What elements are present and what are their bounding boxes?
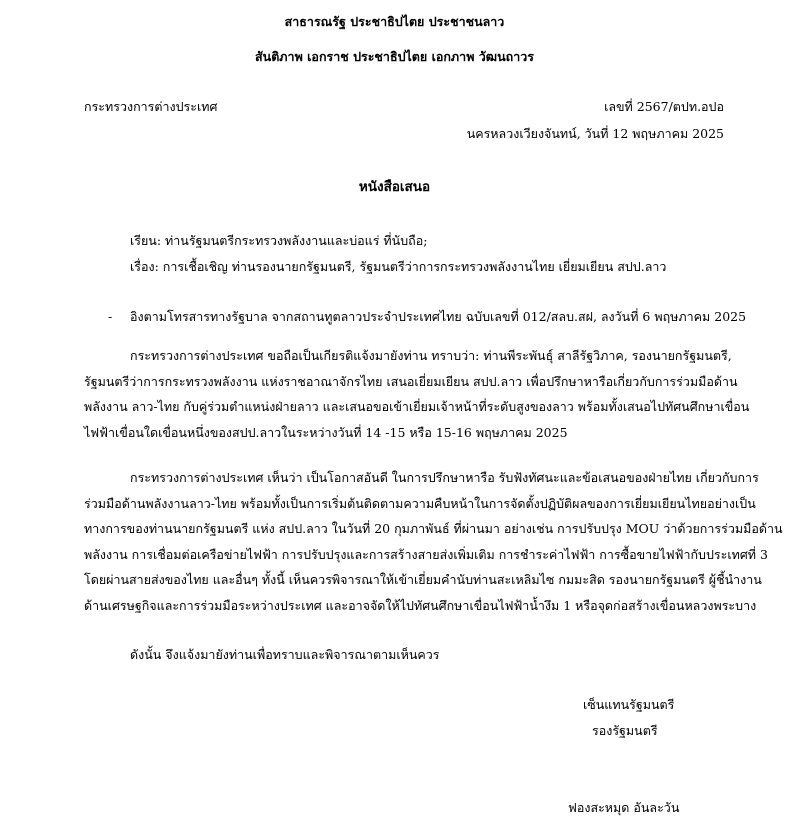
- country-motto: สันติภาพ เอกราช ประชาธิปไตย เอกภาพ วัฒนถาวร: [255, 49, 534, 64]
- signatory-name: ฟองสะหมุด อันละวัน: [568, 800, 680, 815]
- signature-position: รองรัฐมนตรี: [592, 723, 658, 738]
- paragraph-2-line: ร่วมมือด้านพลังงานลาว-ไทย พร้อมทั้งเป็นการเริ่มต้นติดตามความคืบหน้าในการจัดตั้งปฏิบัติผลของการเยี่ยมเยียนไทยอย่างเป็น: [84, 496, 756, 511]
- reference-number: เลขที่ 2567/ตปท.อปอ: [604, 99, 724, 114]
- paragraph-2-line: ด้านเศรษฐกิจและการร่วมมือระหว่างประเทศ และอาจจัดให้ไปทัศนศึกษาเขื่อนไฟฟ้าน้ำงึม 1 หรือจุดก่อสร้างเขื่อนหลวงพระบาง: [84, 598, 757, 613]
- country-title: สาธารณรัฐ ประชาธิปไตย ประชาชนลาว: [284, 14, 505, 29]
- subject-line: เรื่อง: การเชื้อเชิญ ท่านรองนายกรัฐมนตรี, รัฐมนตรีว่าการกระทรวงพลังงานไทย เยี่ยมเยียน สปป.ลาว: [130, 259, 667, 274]
- place-date: นครหลวงเวียงจันทน์, วันที่ 12 พฤษภาคม 2025: [466, 126, 724, 141]
- paragraph-1-line: กระทรวงการต่างประเทศ ขอถือเป็นเกียรติแจ้งมายังท่าน ทราบว่า: ท่านพีระพันธุ์ สาลีรัฐวิภาค, รองนายกรัฐมนตรี,: [130, 348, 732, 363]
- paragraph-2-line: กระทรวงการต่างประเทศ เห็นว่า เป็นโอกาสอันดี ในการปรึกษาหารือ รับฟังทัศนะและข้อเสนอของฝ่ายไทย เกี่ยวกับการ: [130, 470, 759, 485]
- closing-line: ดังนั้น จึงแจ้งมายังท่านเพื่อทราบและพิจารณาตามเห็นควร: [130, 647, 440, 662]
- paragraph-1-line: พลังงาน ลาว-ไทย กับคู่ร่วมตำแหน่งฝ่ายลาว และเสนอขอเข้าเยี่ยมเจ้าหน้าที่ระดับสูงของลาว พร้อมทั้งเสนอไปทัศนศึกษาเขื่อน: [84, 399, 750, 414]
- salutation-line: เรียน: ท่านรัฐมนตรีกระทรวงพลังงานและบ่อแร่ ที่นับถือ;: [130, 233, 428, 248]
- ministry-name: กระทรวงการต่างประเทศ: [84, 99, 218, 114]
- paragraph-2-line: ทางการของท่านนายกรัฐมนตรี แห่ง สปป.ลาว ในวันที่ 20 กุมภาพันธ์ ที่ผ่านมา อย่างเช่น การปรับปรุง MOU ว่าด้วยการร่วมมือด้าน: [84, 521, 783, 536]
- paragraph-2-line: โดยผ่านสายส่งของไทย และอื่นๆ ทั้งนี้ เห็นควรพิจารณาให้เข้าเยี่ยมคำนับท่านสะเหลิมไซ กมมะสิด รองนายกรัฐมนตรี ผู้ชี้นำงาน: [84, 572, 762, 587]
- reference-text: อิงตามโทรสารทางรัฐบาล จากสถานทูตลาวประจำประเทศไทย ฉบับเลขที่ 012/สลบ.สฝ, ลงวันที่ 6 พฤษภาคม 2025: [130, 309, 747, 324]
- reference-bullet: -: [108, 309, 113, 324]
- signature-on-behalf: เซ็นแทนรัฐมนตรี: [583, 697, 675, 712]
- paragraph-1-line: ไฟฟ้าเขื่อนใดเขื่อนหนึ่งของสปป.ลาวในระหว่างวันที่ 14 -15 หรือ 15-16 พฤษภาคม 2025: [84, 425, 568, 440]
- paragraph-1-line: รัฐมนตรีว่าการกระทรวงพลังงาน แห่งราชอาณาจักรไทย เสนอเยี่ยมเยียน สปป.ลาว เพื่อปรึกษาหารือเกี่ยวกับการร่วมมือด้าน: [84, 374, 738, 389]
- paragraph-2-line: พลังงาน การเชื่อมต่อเครือข่ายไฟฟ้า การปรับปรุงและการสร้างสายส่งเพิ่มเติม การชำระค่าไฟฟ้า การซื้อขายไฟฟ้ากับประเทศที่ 3: [84, 547, 768, 562]
- document-title: หนังสือเสนอ: [358, 179, 431, 195]
